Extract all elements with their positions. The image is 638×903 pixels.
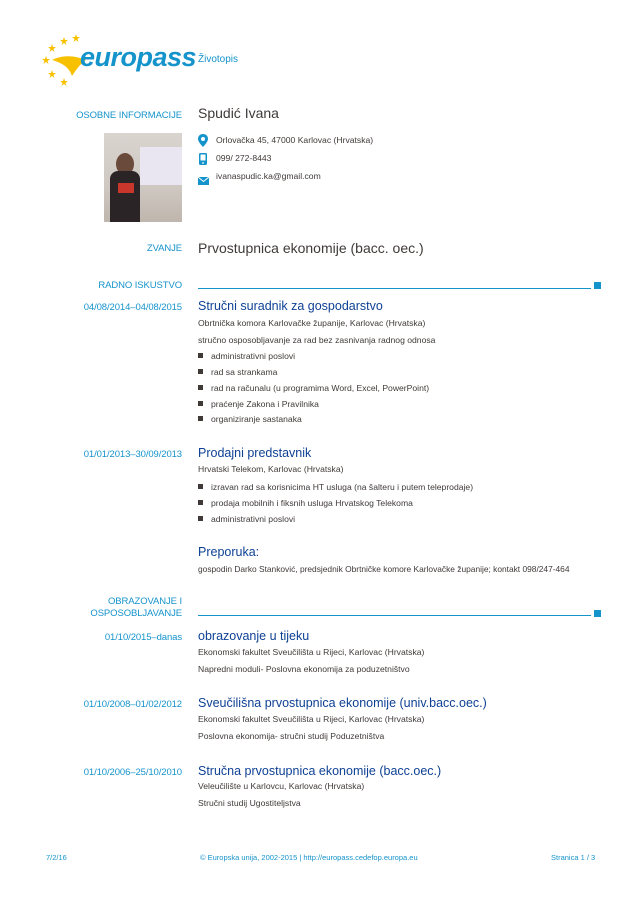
location-icon — [198, 134, 208, 152]
logo-wordmark: europass — [80, 42, 197, 72]
education-org: Ekonomski fakultet Sveučilišta u Rijeci, Karlovac (Hrvatska) — [198, 714, 425, 724]
job-dates: 04/08/2014–04/08/2015 — [83, 302, 182, 313]
education-title: obrazovanje u tijeku — [198, 629, 310, 643]
education-description: Napredni moduli- Poslovna ekonomija za poduzetništvo — [198, 664, 410, 674]
address: Orlovačka 45, 47000 Karlovac (Hrvatska) — [216, 135, 374, 145]
education-description: Poslovna ekonomija- stručni studij Poduzetništva — [198, 731, 385, 741]
job-bullet: praćenje Zakona i Pravilnika — [198, 399, 319, 409]
job-bullet: rad sa strankama — [198, 367, 277, 377]
footer-page-number: Stranica 1 / 3 — [551, 853, 596, 862]
phone: 099/ 272-8443 — [216, 153, 272, 163]
footer-date: 7/2/16 — [46, 853, 67, 862]
profile-photo — [104, 133, 182, 222]
job-title: Prvostupnica ekonomije (bacc. oec.) — [198, 240, 424, 256]
job-bullet: prodaja mobilnih i fiksnih usluga Hrvatskog Telekoma — [198, 498, 413, 508]
education-dates: 01/10/2006–25/10/2010 — [83, 767, 182, 778]
education-dates: 01/10/2008–01/02/2012 — [83, 699, 182, 710]
job-position: Prodajni predstavnik — [198, 446, 312, 460]
job-bullet: administrativni poslovi — [198, 351, 295, 361]
work-section-rule — [198, 288, 591, 289]
job-employer: Obrtnička komora Karlovačke županije, Karlovac (Hrvatska) — [198, 318, 426, 328]
education-section-rule — [198, 615, 591, 616]
education-section-marker — [594, 610, 601, 617]
personal-info-label: OSOBNE INFORMACIJE — [76, 110, 182, 121]
document-type: Životopis — [198, 54, 239, 65]
job-bullet: izravan rad sa korisnicima HT usluga (na šalteru i putem teleprodaje) — [198, 482, 473, 492]
job-position: Stručni suradnik za gospodarstvo — [198, 299, 383, 313]
job-dates: 01/01/2013–30/09/2013 — [83, 449, 182, 460]
email: ivanaspudic.ka@gmail.com — [216, 171, 321, 181]
email-icon — [198, 172, 209, 190]
europass-logo — [36, 30, 196, 90]
education-title: Stručna prvostupnica ekonomije (bacc.oec.) — [198, 764, 442, 778]
job-bullet: rad na računalu (u programima Word, Excel, PowerPoint) — [198, 383, 429, 393]
education-label-line2: OSPOSOBLJAVANJE — [90, 608, 182, 619]
education-description: Stručni studij Ugostiteljstva — [198, 798, 301, 808]
mobile-phone-icon — [199, 152, 207, 170]
footer-copyright[interactable]: © Europska unija, 2002-2015 | http://europass.cedefop.europa.eu — [200, 853, 418, 862]
work-section-marker — [594, 282, 601, 289]
education-org: Veleučilište u Karlovcu, Karlovac (Hrvatska) — [198, 781, 365, 791]
job-bullet: administrativni poslovi — [198, 514, 295, 524]
education-org: Ekonomski fakultet Sveučilišta u Rijeci, Karlovac (Hrvatska) — [198, 647, 425, 657]
education-label — [90, 596, 182, 620]
title-label: ZVANJE — [146, 243, 182, 254]
education-dates: 01/10/2015–danas — [104, 632, 182, 643]
reference-title: Preporuka: — [198, 545, 260, 559]
job-description: stručno osposobljavanje za rad bez zasnivanja radnog odnosa — [198, 335, 436, 345]
job-employer: Hrvatski Telekom, Karlovac (Hrvatska) — [198, 464, 344, 474]
education-title: Sveučilišna prvostupnica ekonomije (univ.bacc.oec.) — [198, 696, 487, 710]
job-bullet: organiziranje sastanaka — [198, 414, 302, 424]
education-label-line1: OBRAZOVANJE I — [107, 596, 182, 607]
person-name: Spudić Ivana — [198, 105, 279, 121]
reference-text: gospodin Darko Stanković, predsjednik Obrtničke komore Karlovačke županije; kontakt 098/247-464 — [198, 564, 570, 574]
work-experience-label: RADNO ISKUSTVO — [98, 280, 182, 291]
